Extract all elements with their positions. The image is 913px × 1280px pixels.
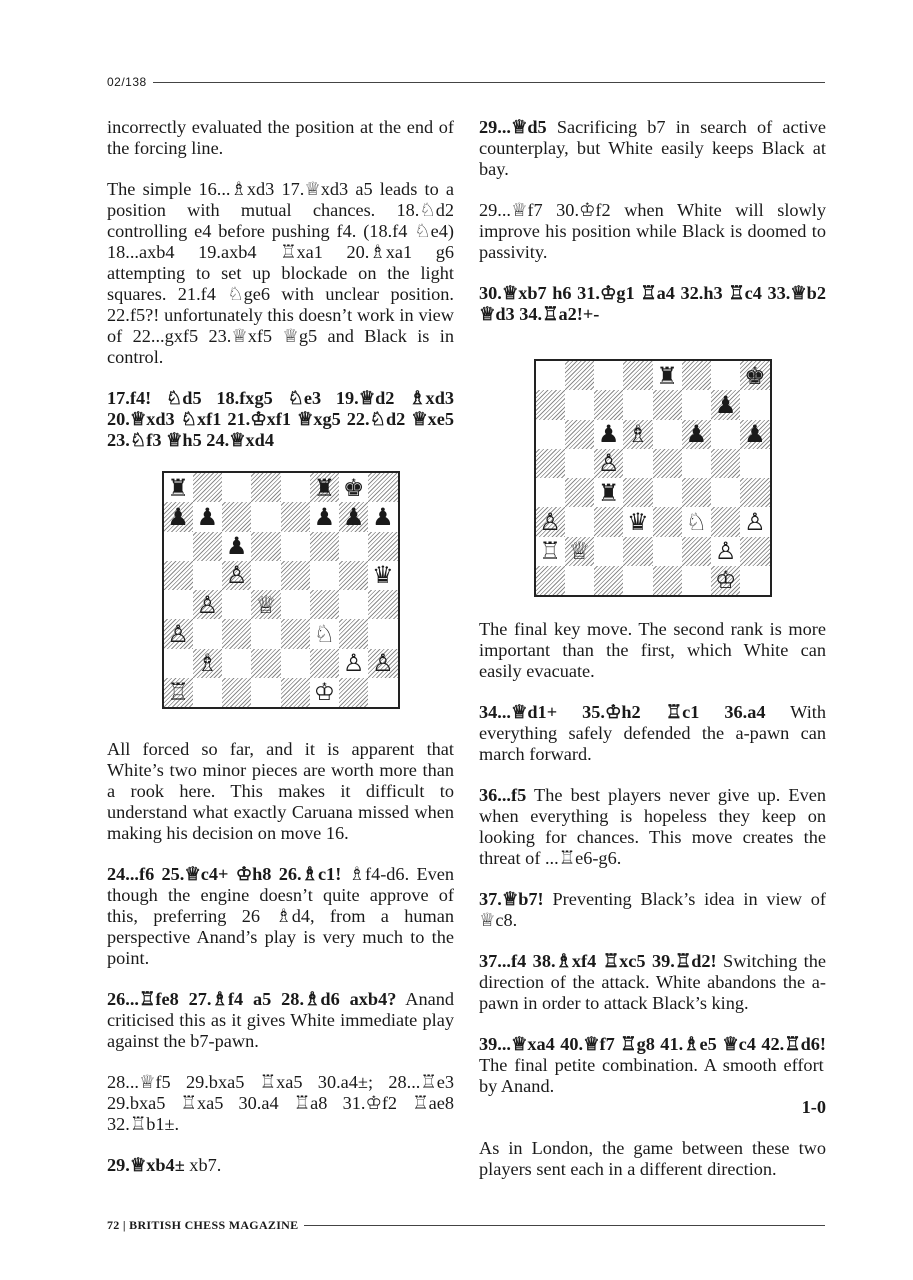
square-b6 [193,532,222,561]
right-paragraph-4: The final key move. The second rank is more important than the first, which White can easily evacuate. [479,619,826,681]
square-g7 [339,502,368,531]
square-h7 [740,390,769,419]
square-h4 [740,478,769,507]
square-h7 [368,502,397,531]
square-a5 [536,449,565,478]
chess-piece-icon: ♙ [744,507,766,536]
left-moves-24-26: 24...f6 25.♕c4+ ♔h8 26.♗c1! [107,864,342,884]
square-b3 [565,507,594,536]
square-e1 [653,566,682,595]
square-f7 [682,390,711,419]
right-comment-39: Switching the direction of the attack. White abandons the a-pawn in order to attack Black’s king. [479,951,826,1013]
square-f2 [310,649,339,678]
square-e5 [653,449,682,478]
chess-diagram-1 [162,471,400,709]
square-e8 [281,473,310,502]
square-e7 [653,390,682,419]
square-h5 [368,561,397,590]
left-paragraph-4: All forced so far, and it is apparent that White’s two minor pieces are worth more than a rook here. This makes it difficult to understand what exactly Caruana missed when making his decision on move 16. [107,739,454,843]
square-g3 [339,619,368,648]
square-h5 [740,449,769,478]
chess-piece-icon: ♙ [167,619,189,648]
left-moves-26-28: 26...♖fe8 27.♗f4 a5 28.♗d6 axb4? [107,989,397,1009]
right-paragraph-9 [479,1034,826,1097]
right-moves-37-39: 37...f4 38.♗xf4 ♖xc5 39.♖d2! [479,951,717,971]
left-paragraph-3 [107,388,454,451]
square-c6 [222,532,251,561]
right-comment-36: With everything safely defended the a-pawn can march forward. [479,702,826,764]
chess-piece-icon: ♟ [597,420,620,449]
right-comment-36b: The best players never give up. Even when everything is hopeless they keep on looking for chances. This move creates the threat of ...♖e6-g6. [479,785,826,868]
square-g2 [339,649,368,678]
chess-piece-icon: ♙ [225,561,248,590]
square-g5 [339,561,368,590]
square-d4 [623,478,652,507]
square-g8 [711,361,740,390]
square-b6 [565,420,594,449]
square-c8 [594,361,623,390]
square-g1 [711,566,740,595]
left-comment-28: Anand criticised this as it gives White immediate play against the b7-pawn. [107,989,454,1051]
left-moves-17-24: 17.f4! ♘d5 18.fxg5 ♘e3 19.♕d2 ♗xd3 20.♕xd3 ♘xf1 21.♔xf1 ♕xg5 22.♘d2 ♕xe5 23.♘f3 ♕h5 24.♕xd4 [107,388,454,450]
square-b7 [565,390,594,419]
square-b1 [565,566,594,595]
chess-piece-icon: ♜ [656,361,678,390]
square-f1 [682,566,711,595]
right-paragraph-5 [479,702,826,765]
square-b4 [565,478,594,507]
square-c5 [222,561,251,590]
square-h8 [368,473,397,502]
right-moves-30-34: 30.♕xb7 h6 31.♔g1 ♖a4 32.h3 ♖c4 33.♕b2 ♕d3 34.♖a2!+- [479,283,826,324]
square-h2 [368,649,397,678]
square-g3 [711,507,740,536]
chess-piece-icon: ♙ [539,507,561,536]
footer-rule [304,1225,825,1226]
square-f5 [682,449,711,478]
chess-piece-icon: ♟ [714,390,737,419]
square-c2 [222,649,251,678]
square-e4 [281,590,310,619]
square-e1 [281,678,310,707]
square-d3 [251,619,280,648]
square-g4 [711,478,740,507]
chess-piece-icon: ♟ [167,502,189,531]
chess-piece-icon: ♕ [568,537,591,566]
square-h1 [368,678,397,707]
left-comment-26: ♗f4-d6. Even though the engine doesn’t quite approve of this, preferring 26 ♗d4, from a human perspective Anand’s play is very much to the point. [107,864,455,968]
square-b4 [193,590,222,619]
square-b1 [193,678,222,707]
square-f5 [310,561,339,590]
square-c3 [222,619,251,648]
square-g6 [711,420,740,449]
right-paragraph-7 [479,889,826,931]
right-column [479,117,826,1200]
right-paragraph-1 [479,117,826,180]
square-d4 [251,590,280,619]
square-e7 [281,502,310,531]
square-h6 [368,532,397,561]
left-paragraph-6 [107,989,454,1052]
square-d1 [623,566,652,595]
right-moves-39-42: 39...♕xa4 40.♕f7 ♖g8 41.♗e5 ♕c4 42.♖d6! [479,1034,826,1054]
square-a1 [164,678,193,707]
square-c3 [594,507,623,536]
page-footer [107,1216,825,1234]
chess-piece-icon: ♘ [313,619,336,648]
square-h3 [740,507,769,536]
square-f4 [310,590,339,619]
square-b7 [193,502,222,531]
square-b2 [565,537,594,566]
chess-piece-icon: ♙ [372,649,394,678]
square-d7 [623,390,652,419]
left-paragraph-5 [107,864,454,969]
square-d2 [251,649,280,678]
square-d8 [251,473,280,502]
square-g5 [711,449,740,478]
chess-piece-icon: ♟ [685,420,708,449]
chess-piece-icon: ♗ [627,420,649,449]
square-e4 [653,478,682,507]
square-h8 [740,361,769,390]
chess-piece-icon: ♟ [196,502,219,531]
square-c6 [594,420,623,449]
square-d2 [623,537,652,566]
chess-piece-icon: ♖ [539,537,561,566]
square-e8 [653,361,682,390]
square-b5 [193,561,222,590]
chess-piece-icon: ♚ [342,473,365,502]
chess-piece-icon: ♕ [255,590,277,619]
square-b8 [565,361,594,390]
square-h3 [368,619,397,648]
chess-piece-icon: ♔ [714,566,737,595]
square-a6 [536,420,565,449]
square-g4 [339,590,368,619]
square-a7 [164,502,193,531]
square-c2 [594,537,623,566]
square-g2 [711,537,740,566]
square-d5 [251,561,280,590]
right-paragraph-3 [479,283,826,325]
square-d1 [251,678,280,707]
right-move-29: 29...♕d5 [479,117,547,137]
left-paragraph-7: 28...♕f5 29.bxa5 ♖xa5 30.a4±; 28...♖e3 29.bxa5 ♖xa5 30.a4 ♖a8 31.♔f2 ♖ae8 32.♖b1±. [107,1072,454,1134]
chess-piece-icon: ♟ [342,502,365,531]
square-d5 [623,449,652,478]
square-f1 [310,678,339,707]
left-paragraph-8 [107,1155,454,1176]
square-b8 [193,473,222,502]
square-c4 [594,478,623,507]
square-a8 [164,473,193,502]
square-d6 [623,420,652,449]
square-g7 [711,390,740,419]
chess-diagram-2 [534,359,772,597]
square-c7 [594,390,623,419]
square-f6 [682,420,711,449]
square-f6 [310,532,339,561]
right-paragraph-10: As in London, the game between these two players sent each in a different direction. [479,1138,826,1179]
square-a5 [164,561,193,590]
square-f4 [682,478,711,507]
square-d7 [251,502,280,531]
square-c4 [222,590,251,619]
chess-piece-icon: ♘ [685,507,708,536]
right-paragraph-8 [479,951,826,1014]
square-a3 [164,619,193,648]
chess-piece-icon: ♟ [372,502,394,531]
square-a6 [164,532,193,561]
chess-piece-icon: ♟ [313,502,336,531]
square-e2 [281,649,310,678]
chess-piece-icon: ♔ [313,678,336,707]
square-b3 [193,619,222,648]
left-paragraph-1: incorrectly evaluated the position at the end of the forcing line. [107,117,454,158]
chess-piece-icon: ♙ [342,649,365,678]
right-move-36: 36...f5 [479,785,527,805]
square-a8 [536,361,565,390]
square-e3 [281,619,310,648]
square-f3 [682,507,711,536]
square-d3 [623,507,652,536]
right-paragraph-2: 29...♕f7 30.♔f2 when White will slowly improve his position while Black is doomed to passivity. [479,200,826,262]
square-c7 [222,502,251,531]
left-move-29: 29.♕xb4± [107,1155,185,1175]
square-a4 [164,590,193,619]
square-f8 [310,473,339,502]
square-h1 [740,566,769,595]
square-g1 [339,678,368,707]
chess-piece-icon: ♜ [167,473,189,502]
square-d6 [251,532,280,561]
square-a7 [536,390,565,419]
square-b2 [193,649,222,678]
square-e2 [653,537,682,566]
chess-piece-icon: ♜ [597,478,620,507]
square-h2 [740,537,769,566]
square-a3 [536,507,565,536]
right-comment-42: The final petite combination. A smooth effort by Anand. [479,1055,824,1096]
square-a2 [164,649,193,678]
footer-page-label: 72 | BRITISH CHESS MAGAZINE [107,1217,299,1232]
square-e6 [281,532,310,561]
chess-piece-icon: ♚ [744,361,766,390]
chess-piece-icon: ♟ [744,420,766,449]
square-h4 [368,590,397,619]
right-moves-34-36: 34...♕d1+ 35.♔h2 ♖c1 36.a4 [479,702,766,722]
square-c1 [594,566,623,595]
square-d8 [623,361,652,390]
left-column [107,117,454,1196]
square-c5 [594,449,623,478]
square-h6 [740,420,769,449]
square-e5 [281,561,310,590]
chess-piece-icon: ♟ [225,532,248,561]
square-a4 [536,478,565,507]
square-a1 [536,566,565,595]
header-page-label: 02/138 [107,75,147,89]
page-header [107,73,825,91]
chess-piece-icon: ♛ [627,507,649,536]
left-comment-29: xb7. [184,1155,222,1175]
chess-piece-icon: ♜ [313,473,336,502]
chess-piece-icon: ♙ [714,537,737,566]
right-move-37: 37.♕b7! [479,889,544,909]
square-f8 [682,361,711,390]
right-comment-37: Preventing Black’s idea in view of ♕c8. [479,889,826,930]
square-b5 [565,449,594,478]
square-g6 [339,532,368,561]
square-f3 [310,619,339,648]
square-g8 [339,473,368,502]
square-c8 [222,473,251,502]
chess-piece-icon: ♙ [196,590,219,619]
square-f7 [310,502,339,531]
chess-piece-icon: ♗ [196,649,219,678]
square-a2 [536,537,565,566]
chess-piece-icon: ♖ [167,678,189,707]
right-comment-29: Sacrificing b7 in search of active counterplay, but White easily keeps Black at bay. [479,117,826,179]
square-f2 [682,537,711,566]
game-result: 1-0 [801,1097,826,1117]
square-c1 [222,678,251,707]
header-rule [153,82,825,83]
right-paragraph-6 [479,785,826,869]
square-e6 [653,420,682,449]
chess-piece-icon: ♙ [597,449,620,478]
chess-piece-icon: ♛ [372,561,394,590]
square-e3 [653,507,682,536]
left-paragraph-2: The simple 16...♗xd3 17.♕xd3 a5 leads to a position with mutual chances. 18.♘d2 controlling e4 before pushing f4. (18.f4 ♘e4) 18...axb4 19.axb4 ♖xa1 20.♗xa1 g6 attempting to set up blockade on the light squares. 21.f4 ♘ge6 with unclear position. 22.f5?! unfortunately this doesn’t work in view of 22...gxf5 23.♕xf5 ♕g5 and Black is in control. [107,179,454,367]
